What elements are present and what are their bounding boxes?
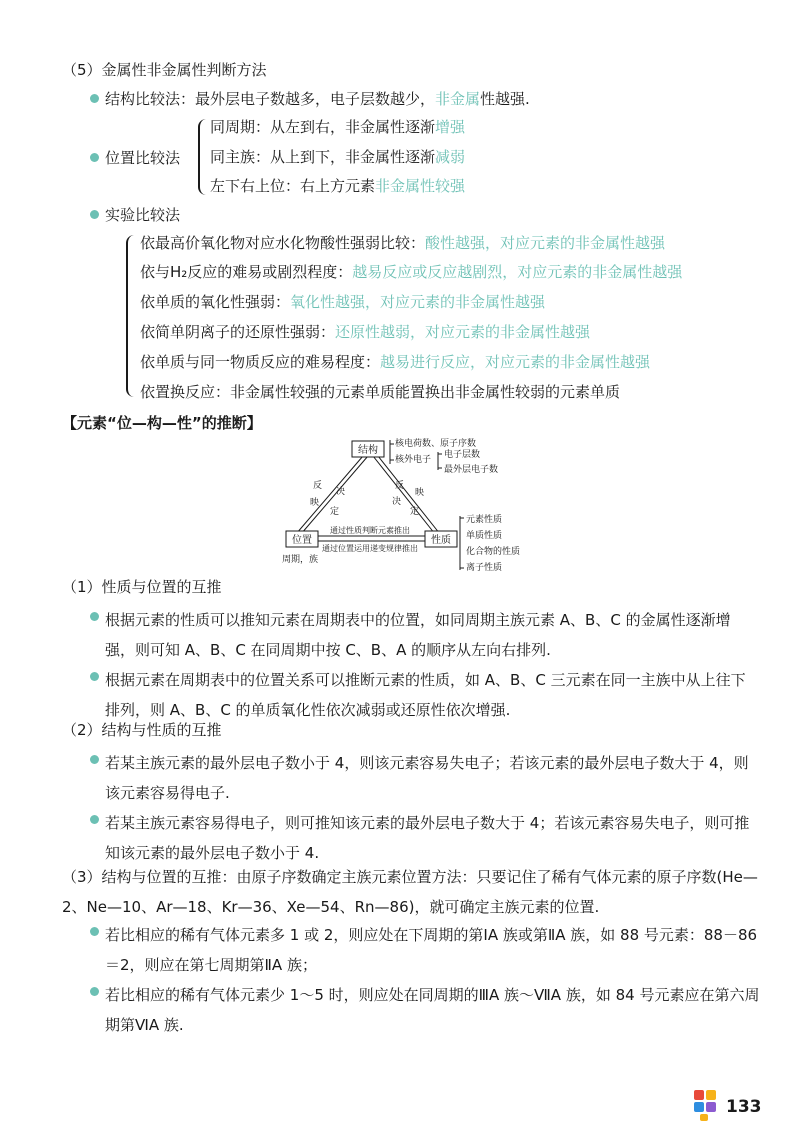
bullet-paragraph: 若某主族元素的最外层电子数小于 4，则该元素容易失电子；若该元素的最外层电子数大于 4，则该元素容易得电子. <box>105 754 749 802</box>
experiment-item: 依单质的氧化性强弱：氧化性越强，对应元素的非金属性越强 <box>140 293 546 311</box>
bullet-dot <box>90 672 99 681</box>
bullet-paragraph: 若比相应的稀有气体元素多 1 或 2，则应处在下周期的第ⅠA 族或第ⅡA 族，如 88 号元素：88－86＝2，则应在第七周期第ⅡA 族； <box>105 926 758 974</box>
position-box-label: 位置 <box>292 535 312 546</box>
position-method-label: 位置比较法 <box>90 148 180 168</box>
bullet-dot <box>90 815 99 824</box>
right-edge-label: 映 <box>415 488 425 498</box>
property-item: 单质性质 <box>466 531 503 541</box>
left-edge-label: 反 <box>313 481 323 491</box>
section-title: 【元素“位—构—性”的推断】 <box>62 414 262 432</box>
right-edge-label: 决 <box>392 497 402 507</box>
property-item: 离子性质 <box>466 563 503 573</box>
right-edge-label: 定 <box>410 507 420 517</box>
structure-item: 核外电子 <box>395 455 432 465</box>
bottom-edge-bottom-label: 通过位置运用递变规律推出 <box>322 544 418 553</box>
structure-item: 电子层数 <box>444 450 481 460</box>
position-item: 同主族：从上到下，非金属性逐渐减弱 <box>210 148 466 166</box>
experiment-item: 依最高价氧化物对应水化物酸性强弱比较：酸性越强，对应元素的非金属性越强 <box>140 234 666 252</box>
bullet-dot <box>90 927 99 936</box>
experiment-item: 依单质与同一物质反应的难易程度：越易进行反应，对应元素的非金属性越强 <box>140 353 651 371</box>
bullet-dot <box>90 612 99 621</box>
bullet-dot <box>90 153 99 162</box>
position-note: 周期，族 <box>282 555 319 565</box>
bullet-dot <box>90 987 99 996</box>
experiment-item: 依与H₂反应的难易或剧烈程度：越易反应或反应越剧烈，对应元素的非金属性越强 <box>140 263 683 281</box>
bullet-dot <box>90 755 99 764</box>
bullet-paragraph: 若某主族元素容易得电子，则可推知该元素的最外层电子数大于 4；若该元素容易失电子，则可推知该元素的最外层电子数小于 4. <box>105 814 750 862</box>
position-item: 左下右上位：右上方元素非金属性较强 <box>210 177 466 195</box>
left-edge-label: 决 <box>336 487 346 497</box>
section-5-heading: （5）金属性非金属性判断方法 <box>62 61 267 79</box>
left-edge-label: 映 <box>310 498 320 508</box>
left-edge-line <box>296 456 363 534</box>
property-item: 元素性质 <box>466 515 503 525</box>
structure-item: 核电荷数、原子序数 <box>395 439 477 449</box>
experiment-method-label: 实验比较法 <box>90 205 180 225</box>
bullet-paragraph: 根据元素在周期表中的位置关系可以推断元素的性质，如 A、B、C 三元素在同一主族中从上往下排列，则 A、B、C 的单质氧化性依次减弱或还原性依次增强. <box>105 671 746 719</box>
bullet-paragraph: 若比相应的稀有气体元素少 1～5 时，则应处在同周期的ⅢA 族～ⅦA 族，如 84 号元素应在第六周期第ⅥA 族. <box>105 986 760 1034</box>
right-edge-line <box>373 456 435 534</box>
position-item: 同周期：从左到右，非金属性逐渐增强 <box>210 118 466 136</box>
bullet-dot <box>90 210 99 219</box>
section-1-heading: （1）性质与位置的互推 <box>62 578 222 596</box>
structure-item: 最外层电子数 <box>444 465 499 475</box>
experiment-item: 依简单阴离子的还原性强弱：还原性越弱，对应元素的非金属性越强 <box>140 323 591 341</box>
structure-position-property-diagram <box>270 432 540 577</box>
structure-method-line: 结构比较法：最外层电子数越多，电子层数越少，非金属性越强. <box>90 89 530 109</box>
section-2-heading: （2）结构与性质的互推 <box>62 721 222 739</box>
experiment-item: 依置换反应：非金属性较强的元素单质能置换出非金属性较弱的元素单质 <box>140 383 621 401</box>
property-item: 化合物的性质 <box>466 547 521 557</box>
left-edge-line <box>301 456 368 534</box>
experiment-brace <box>126 235 136 397</box>
property-box-label: 性质 <box>431 535 451 546</box>
right-edge-line <box>378 456 440 534</box>
publisher-logo <box>690 1088 722 1122</box>
structure-box-label: 结构 <box>358 445 378 456</box>
left-edge-label: 定 <box>330 507 340 517</box>
page-number: 133 <box>726 1097 762 1117</box>
bottom-edge-top-label: 通过性质判断元素推出 <box>330 526 410 535</box>
section-3-paragraph: （3）结构与位置的互推：由原子序数确定主族元素位置方法：只要记住了稀有气体元素的原子序数(He—2、Ne—10、Ar—18、Kr—36、Xe—54、Rn—86)，就可确定主族元素的位置. <box>62 868 758 916</box>
right-edge-label: 反 <box>395 481 405 491</box>
position-brace <box>198 119 208 195</box>
bullet-dot <box>90 94 99 103</box>
bullet-paragraph: 根据元素的性质可以推知元素在周期表中的位置，如同周期主族元素 A、B、C 的金属性逐渐增强，则可知 A、B、C 在同周期中按 C、B、A 的顺序从左向右排列. <box>105 611 731 659</box>
